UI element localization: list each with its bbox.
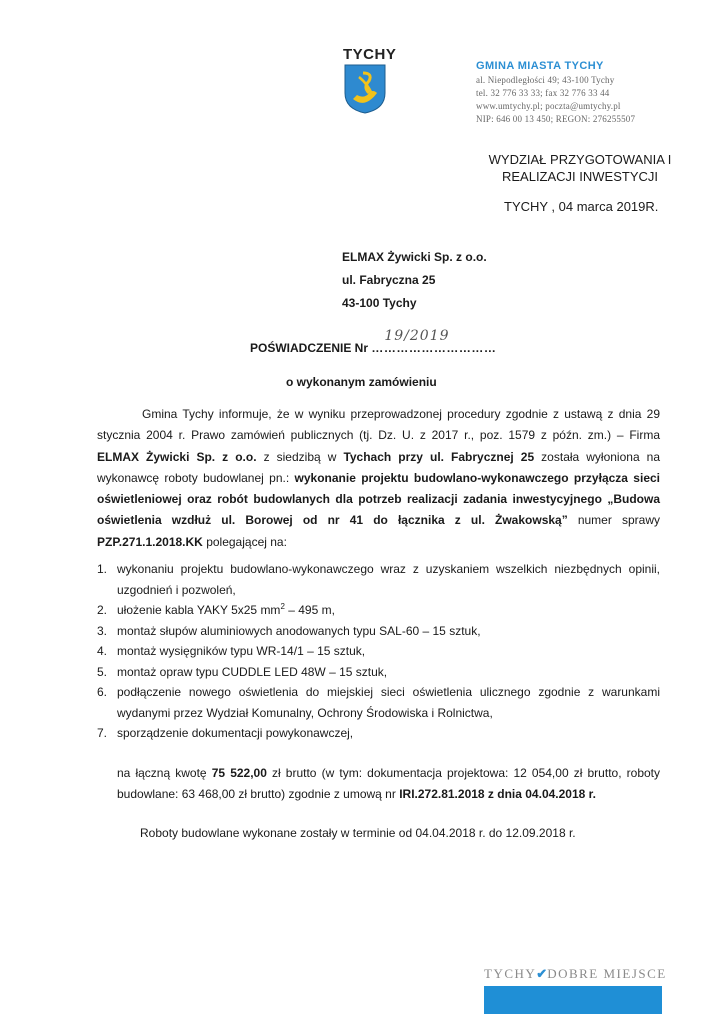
org-phone: tel. 32 776 33 33; fax 32 776 33 44 [476,88,610,98]
city-crest-logo [343,63,387,115]
list-item-text-after: – 495 m, [284,603,335,617]
certificate-heading [250,328,497,355]
footer-slogan-right: DOBRE MIEJSCE [547,966,667,981]
certificate-subtitle: o wykonanym zamówieniu [286,375,437,389]
contract-number: IRI.272.81.2018 z dnia 04.04.2018 r. [399,786,596,801]
list-item-number: 4. [97,644,108,658]
recipient-street: ul. Fabryczna 25 [342,273,436,287]
list-item-text: montaż wysięgników typu WR-14/1 – 15 sztuk, [117,644,366,658]
recipient-city: 43-100 Tychy [342,296,417,310]
list-item-number: 7. [97,726,108,740]
org-address: al. Niepodległości 49; 43-100 Tychy [476,75,615,85]
list-item [97,600,660,621]
list-item-text: podłączenie nowego oświetlenia do miejskiej sieci oświetlenia ulicznego zgodnie z warunkami wydanymi przez Wydział Komunalny, Ochrony Środowiska i Rolnictwa, [117,685,660,720]
total-amount: 75 522,00 [211,766,267,780]
company-name: ELMAX Żywicki Sp. z o.o. [97,449,257,464]
project-title: wykonanie projektu budowlano-wykonawczego przyłącza sieci oświetleniowej oraz robót budowlanych dla potrzeb realizacji zadania inwestycyjnego „Budowa oświetlenia wzdłuż ul. Borowej od nr 41 do łącznika z ul. Żwakowską” [97,470,660,528]
total-paragraph [117,763,660,804]
list-item [97,723,660,744]
org-web: www.umtychy.pl; poczta@umtychy.pl [476,101,621,111]
list-item-text: montaż słupów aluminiowych anodowanych typu SAL-60 – 15 sztuk, [117,623,481,638]
list-item-number: 3. [97,623,108,638]
intro-text-1: Gmina Tychy informuje, że w wyniku przeprowadzonej procedury zgodnie z ustawą z dnia 29 stycznia 2004 r. Prawo zamówień publicznych (tj. Dz. U. z 2017 r., poz. 1579 z późn. zm.) – Firma [97,407,660,443]
checkmark-icon: ✔ [536,966,548,981]
city-crest-title: TYCHY [343,46,397,63]
intro-text-3: została wyłoniona na wykonawcę roboty budowlanej pn.: [97,449,661,485]
list-item-text: wykonaniu projektu budowlano-wykonawczego wraz z uzyskaniem wszelkich niezbędnych opinii, uzgodnień i pozwoleń, [117,562,660,597]
list-item [97,662,660,683]
list-item-text: ułożenie kabla YAKY 5x25 mm [117,603,281,617]
intro-paragraph [97,404,660,553]
superscript: 2 [280,602,285,611]
intro-text-5: polegającej na: [202,534,287,549]
total-text-2: zł brutto (w tym: dokumentacja projektowa: 12 054,00 zł brutto, roboty budowlane: 63 468,00 zł brutto) zgodnie z umową nr [117,766,660,801]
company-seat: Tychach przy ul. Fabrycznej 25 [343,449,535,464]
handwritten-number: 19/2019 [384,328,450,344]
department [480,151,680,185]
recipient-name: ELMAX Żywicki Sp. z o.o. [342,250,487,264]
list-item-text: montaż opraw typu CUDDLE LED 48W – 15 sztuk, [117,664,388,679]
footer-slogan [484,966,667,982]
department-line-2: REALIZACJI INWESTYCJI [501,169,659,184]
org-name: GMINA MIASTA TYCHY [476,60,604,72]
intro-text-4: numer sprawy [567,513,660,528]
list-item-text: sporządzenie dokumentacji powykonawczej, [117,726,354,740]
intro-text-2: z siedzibą w [256,449,344,464]
certificate-number-field [371,328,497,355]
org-ids: NIP: 646 00 13 450; REGON: 276255507 [476,114,636,124]
letter-date: TYCHY , 04 marca 2019R. [504,199,659,214]
certificate-label: POŚWIADCZENIE Nr [250,341,372,355]
list-item [97,559,660,600]
list-item-number: 1. [97,562,108,576]
total-text-1: na łączną kwotę [117,766,212,780]
footer-slogan-left: TYCHY [484,966,537,981]
list-item-number: 5. [97,664,108,679]
scope-list [97,559,660,744]
department-line-1: WYDZIAŁ PRZYGOTOWANIA I [488,152,672,167]
list-item [97,621,660,642]
list-item-number: 2. [97,603,108,617]
certificate-dots: ………………………… [371,341,497,355]
footer-bar [484,986,662,1014]
list-item-number: 6. [97,685,108,699]
list-item [97,641,660,662]
period-paragraph: Roboty budowlane wykonane zostały w terminie od 04.04.2018 r. do 12.09.2018 r. [140,826,576,840]
list-item [97,682,660,723]
case-number: PZP.271.1.2018.KK [97,534,203,549]
